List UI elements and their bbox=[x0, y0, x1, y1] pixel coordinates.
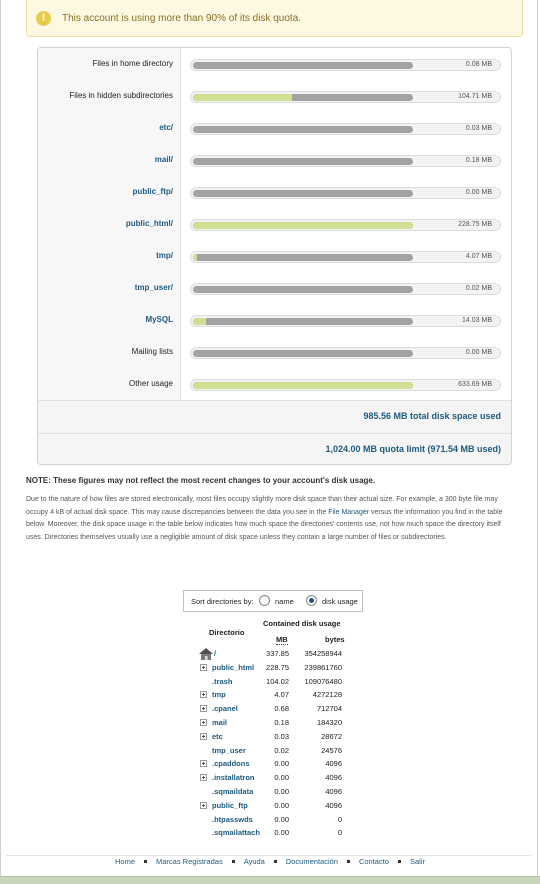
usage-bar-fill bbox=[193, 382, 413, 389]
usage-value: 0.00 MB bbox=[465, 349, 492, 356]
directory-name[interactable]: public_ftp bbox=[212, 800, 248, 810]
footer-divider bbox=[6, 855, 532, 856]
usage-row bbox=[38, 304, 511, 336]
usage-bar-track bbox=[193, 94, 413, 101]
usage-row bbox=[38, 48, 511, 80]
usage-bar bbox=[190, 91, 501, 103]
bottom-bar bbox=[0, 876, 540, 884]
directory-bytes: 184320 bbox=[316, 718, 342, 727]
directory-name[interactable]: mail bbox=[212, 718, 228, 727]
directory-mb: 0.00 bbox=[274, 773, 289, 783]
usage-value: 228.75 MB bbox=[458, 221, 492, 228]
quota-warning-banner bbox=[26, 0, 523, 37]
directory-mb: 0.18 bbox=[274, 718, 289, 727]
usage-row bbox=[38, 176, 511, 208]
directory-row bbox=[198, 730, 348, 743]
directory-name[interactable]: / bbox=[214, 649, 217, 658]
usage-row-label[interactable]: etc/ bbox=[159, 123, 173, 132]
directory-name[interactable]: tmp_user bbox=[212, 745, 246, 755]
total-usage-row bbox=[38, 400, 511, 433]
sort-by-name-label[interactable]: name bbox=[275, 597, 294, 606]
directory-row bbox=[198, 757, 348, 770]
directory-bytes: 0 bbox=[337, 814, 342, 824]
directory-name[interactable]: public_html bbox=[212, 662, 255, 672]
expand-icon[interactable] bbox=[200, 802, 207, 809]
sort-by-usage-radio[interactable] bbox=[306, 595, 317, 606]
directory-name[interactable]: .trash bbox=[212, 676, 233, 686]
directory-mb: 0.00 bbox=[274, 787, 289, 796]
directory-mb: 228.75 bbox=[266, 662, 289, 672]
directory-mb: 4.07 bbox=[274, 690, 289, 700]
usage-row-label[interactable]: tmp_user/ bbox=[134, 283, 173, 292]
footer-link[interactable]: Marcas Registradas bbox=[156, 857, 223, 866]
directory-row bbox=[198, 744, 348, 757]
directory-row bbox=[198, 813, 348, 826]
usage-value: 14.03 MB bbox=[462, 317, 492, 324]
note-text-after: versus the information you find in the table below. Moreover, the disk space usage in the table below indicates how much space the directories' contents use, not how much space the directory itself uses. Directories themselves usually use a negligible amount of disk space unless they contain a large number of files or subdirectories. bbox=[26, 508, 503, 541]
usage-row-label[interactable]: MySQL bbox=[145, 315, 173, 324]
exclamation-icon: ! bbox=[36, 11, 51, 26]
usage-bar bbox=[190, 251, 501, 263]
usage-bar bbox=[190, 187, 501, 199]
directory-row bbox=[198, 799, 348, 812]
note-body bbox=[26, 494, 518, 544]
usage-row bbox=[38, 272, 511, 304]
usage-row bbox=[38, 80, 511, 112]
directory-bytes: 0 bbox=[337, 828, 342, 838]
usage-bar-fill bbox=[193, 94, 292, 101]
directory-bytes: 4096 bbox=[325, 759, 342, 769]
page-frame-right bbox=[537, 0, 538, 884]
expand-icon[interactable] bbox=[200, 760, 207, 767]
directory-mb: 0.03 bbox=[274, 731, 289, 741]
usage-row bbox=[38, 112, 511, 144]
expand-icon[interactable] bbox=[200, 691, 207, 698]
usage-bar-fill bbox=[193, 254, 197, 261]
usage-row-label[interactable]: public_ftp/ bbox=[132, 187, 173, 196]
directory-row bbox=[198, 716, 348, 729]
usage-bar-track bbox=[193, 382, 413, 389]
usage-value: 0.03 MB bbox=[465, 125, 492, 132]
footer-link[interactable]: Salir bbox=[410, 857, 426, 866]
usage-row bbox=[38, 208, 511, 240]
usage-row-label[interactable]: mail/ bbox=[154, 155, 173, 164]
dir-table-bytes-header: bytes bbox=[325, 635, 345, 644]
directory-bytes: 4096 bbox=[325, 787, 342, 796]
directory-row bbox=[198, 661, 348, 674]
usage-bar bbox=[190, 155, 501, 167]
usage-row-label[interactable]: public_html/ bbox=[125, 219, 173, 228]
page-frame-left bbox=[0, 0, 1, 884]
usage-row-label: Files in hidden subdirectories bbox=[69, 91, 173, 100]
usage-value: 4.07 MB bbox=[465, 253, 492, 260]
directory-bytes: 28672 bbox=[321, 731, 342, 741]
directory-name[interactable]: .sqmailattach bbox=[212, 828, 260, 838]
file-manager-link[interactable]: File Manager bbox=[328, 508, 370, 516]
usage-value: 0.08 MB bbox=[465, 61, 492, 68]
usage-value: 0.02 MB bbox=[465, 285, 492, 292]
directory-mb: 337.85 bbox=[266, 649, 289, 658]
sort-directories-box bbox=[183, 590, 363, 612]
directory-mb: 0.02 bbox=[274, 745, 289, 755]
usage-row-label: Files in home directory bbox=[92, 59, 173, 68]
directory-mb: 0.68 bbox=[274, 704, 289, 714]
usage-row-label[interactable]: tmp/ bbox=[156, 251, 173, 260]
dir-table-mb-header: MB bbox=[276, 635, 288, 644]
footer-link[interactable]: Documentación bbox=[285, 857, 338, 866]
sort-by-usage-label[interactable]: disk usage bbox=[322, 597, 358, 606]
directory-bytes: 4096 bbox=[325, 773, 342, 783]
usage-bar-track bbox=[193, 318, 413, 325]
usage-bar-track bbox=[193, 286, 413, 293]
expand-icon[interactable] bbox=[200, 774, 207, 781]
directory-row bbox=[198, 771, 348, 784]
dir-table-group-header: Contained disk usage bbox=[263, 619, 341, 628]
directory-mb: 0.00 bbox=[274, 828, 289, 838]
directory-mb: 0.00 bbox=[274, 814, 289, 824]
usage-bar bbox=[190, 123, 501, 135]
usage-bar bbox=[190, 315, 501, 327]
usage-bar bbox=[190, 283, 501, 295]
directory-name[interactable]: .cpaddons bbox=[212, 759, 250, 769]
footer-nav bbox=[0, 857, 540, 869]
usage-value: 0.18 MB bbox=[465, 157, 492, 164]
usage-bar-fill bbox=[193, 222, 413, 229]
sort-label: Sort directories by: bbox=[191, 597, 254, 606]
usage-value: 633.69 MB bbox=[458, 381, 492, 388]
directory-row bbox=[198, 702, 348, 715]
usage-bar-fill bbox=[193, 318, 206, 325]
usage-bar-track bbox=[193, 62, 413, 69]
quota-limit-row bbox=[38, 433, 511, 464]
footer-separator bbox=[144, 860, 147, 863]
usage-bar-track bbox=[193, 350, 413, 357]
expand-icon[interactable] bbox=[200, 719, 207, 726]
home-folder-icon bbox=[198, 647, 217, 660]
expand-icon[interactable] bbox=[200, 705, 207, 712]
usage-row-label: Other usage bbox=[128, 379, 173, 388]
usage-row bbox=[38, 144, 511, 176]
dir-table-directory-header: Directorio bbox=[209, 628, 245, 637]
footer-separator bbox=[274, 860, 277, 863]
directory-name[interactable]: tmp bbox=[212, 690, 226, 700]
sort-by-name-radio[interactable] bbox=[259, 595, 270, 606]
directory-mb: 0.00 bbox=[274, 800, 289, 810]
footer-link[interactable]: Ayuda bbox=[243, 857, 265, 866]
total-usage-text: 985.56 MB total disk space used bbox=[363, 411, 501, 421]
footer-separator bbox=[347, 860, 350, 863]
directory-name[interactable]: .sqmaildata bbox=[212, 787, 254, 796]
expand-icon[interactable] bbox=[200, 733, 207, 740]
directory-name[interactable]: .installatron bbox=[212, 773, 255, 783]
usage-bar-track bbox=[193, 158, 413, 165]
directory-name[interactable]: .cpanel bbox=[212, 704, 238, 714]
usage-bar bbox=[190, 347, 501, 359]
footer-link[interactable]: Contacto bbox=[358, 857, 389, 866]
usage-bar-track bbox=[193, 222, 413, 229]
warning-text: This account is using more than 90% of its disk quota. bbox=[62, 13, 302, 24]
directory-row bbox=[198, 785, 348, 798]
usage-bar bbox=[190, 59, 501, 71]
directory-row bbox=[198, 647, 348, 660]
footer-separator bbox=[232, 860, 235, 863]
usage-bar bbox=[190, 379, 501, 391]
directory-bytes: 24576 bbox=[321, 745, 342, 755]
footer-link[interactable]: Home bbox=[114, 857, 135, 866]
directory-row bbox=[198, 826, 348, 839]
directory-mb: 104.02 bbox=[266, 676, 289, 686]
usage-bar-track bbox=[193, 126, 413, 133]
usage-value: 104.71 MB bbox=[458, 93, 492, 100]
usage-row bbox=[38, 368, 511, 400]
usage-value: 0.00 MB bbox=[465, 189, 492, 196]
directory-bytes: 4272128 bbox=[312, 690, 342, 700]
directory-mb: 0.00 bbox=[274, 759, 289, 769]
note-text-before: Due to the nature of how files are stored electronically, most files occupy slightly more disk space than their actual size. For example, a 300 byte file may occupy 4 kB of actual disk space. This may cause discrepancies between the data you see in the bbox=[26, 496, 498, 516]
disk-usage-panel bbox=[37, 47, 512, 465]
quota-limit-text: 1,024.00 MB quota limit (971.54 MB used) bbox=[325, 444, 501, 454]
usage-bar-track bbox=[193, 254, 413, 261]
usage-bar-track bbox=[193, 190, 413, 197]
usage-bar bbox=[190, 219, 501, 231]
directory-bytes: 354258944 bbox=[304, 649, 342, 658]
usage-row bbox=[38, 336, 511, 368]
expand-icon[interactable] bbox=[200, 664, 207, 671]
directory-bytes: 4096 bbox=[325, 800, 342, 810]
directory-bytes: 712704 bbox=[316, 704, 342, 714]
directory-bytes: 239861760 bbox=[304, 662, 342, 672]
directory-bytes: 109076480 bbox=[304, 676, 342, 686]
directory-row bbox=[198, 688, 348, 701]
directory-name[interactable]: .htpasswds bbox=[212, 814, 253, 824]
usage-row-label: Mailing lists bbox=[131, 347, 173, 356]
directory-row bbox=[198, 675, 348, 688]
note-title: NOTE: These figures may not reflect the most recent changes to your account's disk usage. bbox=[26, 476, 376, 485]
footer-separator bbox=[398, 860, 401, 863]
directory-name[interactable]: etc bbox=[212, 731, 223, 741]
usage-row bbox=[38, 240, 511, 272]
